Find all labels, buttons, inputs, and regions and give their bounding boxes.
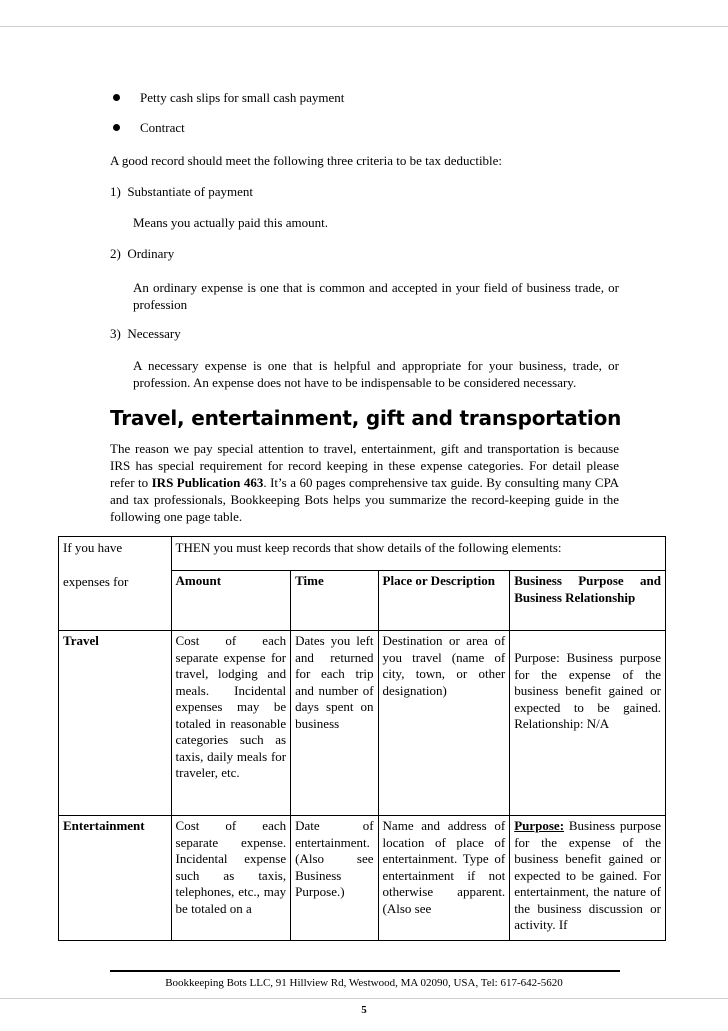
section-heading: Travel, entertainment, gift and transportation — [110, 406, 622, 430]
bullet-item: Petty cash slips for small cash payment — [140, 90, 345, 105]
intro-text: A good record should meet the following three criteria to be tax deductible: — [110, 153, 503, 168]
criterion-title: 1) Substantiate of payment — [110, 184, 253, 199]
criterion-desc: Means you actually paid this amount. — [133, 215, 328, 230]
corner-top-text: If you have — [63, 540, 123, 555]
table-header-row — [59, 537, 666, 571]
criterion-title: 3) Necessary — [110, 326, 181, 341]
paragraph-text: The reason we pay special attention to travel, entertainment, gift and transportation is because IRS has special requirement for record keeping in these expense categories. For detail please refer to — [110, 441, 619, 490]
section-paragraph — [110, 440, 619, 525]
row-category: Travel — [59, 631, 172, 816]
page-footer: Bookkeeping Bots LLC, 91 Hillview Rd, Westwood, MA 02090, USA, Tel: 617-642-5620 — [165, 977, 563, 989]
row-purpose — [510, 816, 666, 941]
table-corner-cell — [59, 537, 172, 631]
column-header: Business Purpose and Business Relationship — [510, 571, 666, 631]
column-header: Time — [291, 571, 378, 631]
row-category: Entertainment — [59, 816, 172, 941]
row-time: Dates you left and returned for each trip and number of days spent on business — [291, 631, 378, 816]
page-number: 5 — [361, 1004, 367, 1016]
table-row — [59, 631, 666, 816]
table-row — [59, 816, 666, 941]
page-bottom-rule — [0, 998, 728, 999]
paragraph-text: . It’s a 60 pages comprehensive tax guide. By consulting many CPA and tax professionals, Bookkeeping Bots helps you summarize the record-keeping guide in the following one page table. — [110, 475, 620, 524]
bullet-item: Contract — [140, 120, 185, 135]
page-top-rule — [0, 26, 728, 27]
purpose-text: Business purpose for the expense of the business benefit gained or expected to be gained. For entertainment, the nature of the business discussion or activity. If — [514, 818, 661, 932]
bullet-icon — [113, 124, 120, 131]
footer-rule — [110, 970, 620, 972]
row-amount: Cost of each separate expense for travel, lodging and meals. Incidental expenses may be totaled in reasonable categories such as taxis, daily meals for traveler, etc. — [171, 631, 291, 816]
column-header: Place or Description — [378, 571, 510, 631]
column-header: Amount — [171, 571, 291, 631]
record-keeping-table — [58, 536, 666, 941]
purpose-label: Purpose: — [514, 818, 565, 833]
row-place: Destination or area of you travel (name of city, town, or other designation) — [378, 631, 510, 816]
table-span-header: THEN you must keep records that show details of the following elements: — [171, 537, 665, 571]
criterion-desc: A necessary expense is one that is helpful and appropriate for your business, trade, or profession. An expense does not have to be indispensable to be considered necessary. — [133, 358, 619, 390]
row-amount: Cost of each separate expense. Incidental expense such as taxis, telephones, etc., may be totaled on a — [171, 816, 291, 941]
publication-reference: IRS Publication 463 — [151, 475, 264, 490]
criterion-desc: An ordinary expense is one that is common and accepted in your field of business trade, or profession — [133, 280, 619, 312]
corner-bottom-text: expenses for — [63, 573, 129, 589]
row-purpose: Purpose: Business purpose for the expense of the business benefit gained or expected to be gained. Relationship: N/A — [510, 631, 666, 816]
bullet-icon — [113, 94, 120, 101]
criterion-title: 2) Ordinary — [110, 246, 175, 261]
row-place: Name and address of location of place of entertainment. Type of entertainment if not otherwise apparent. (Also see — [378, 816, 510, 941]
row-time: Date of entertainment. (Also see Business Purpose.) — [291, 816, 378, 941]
